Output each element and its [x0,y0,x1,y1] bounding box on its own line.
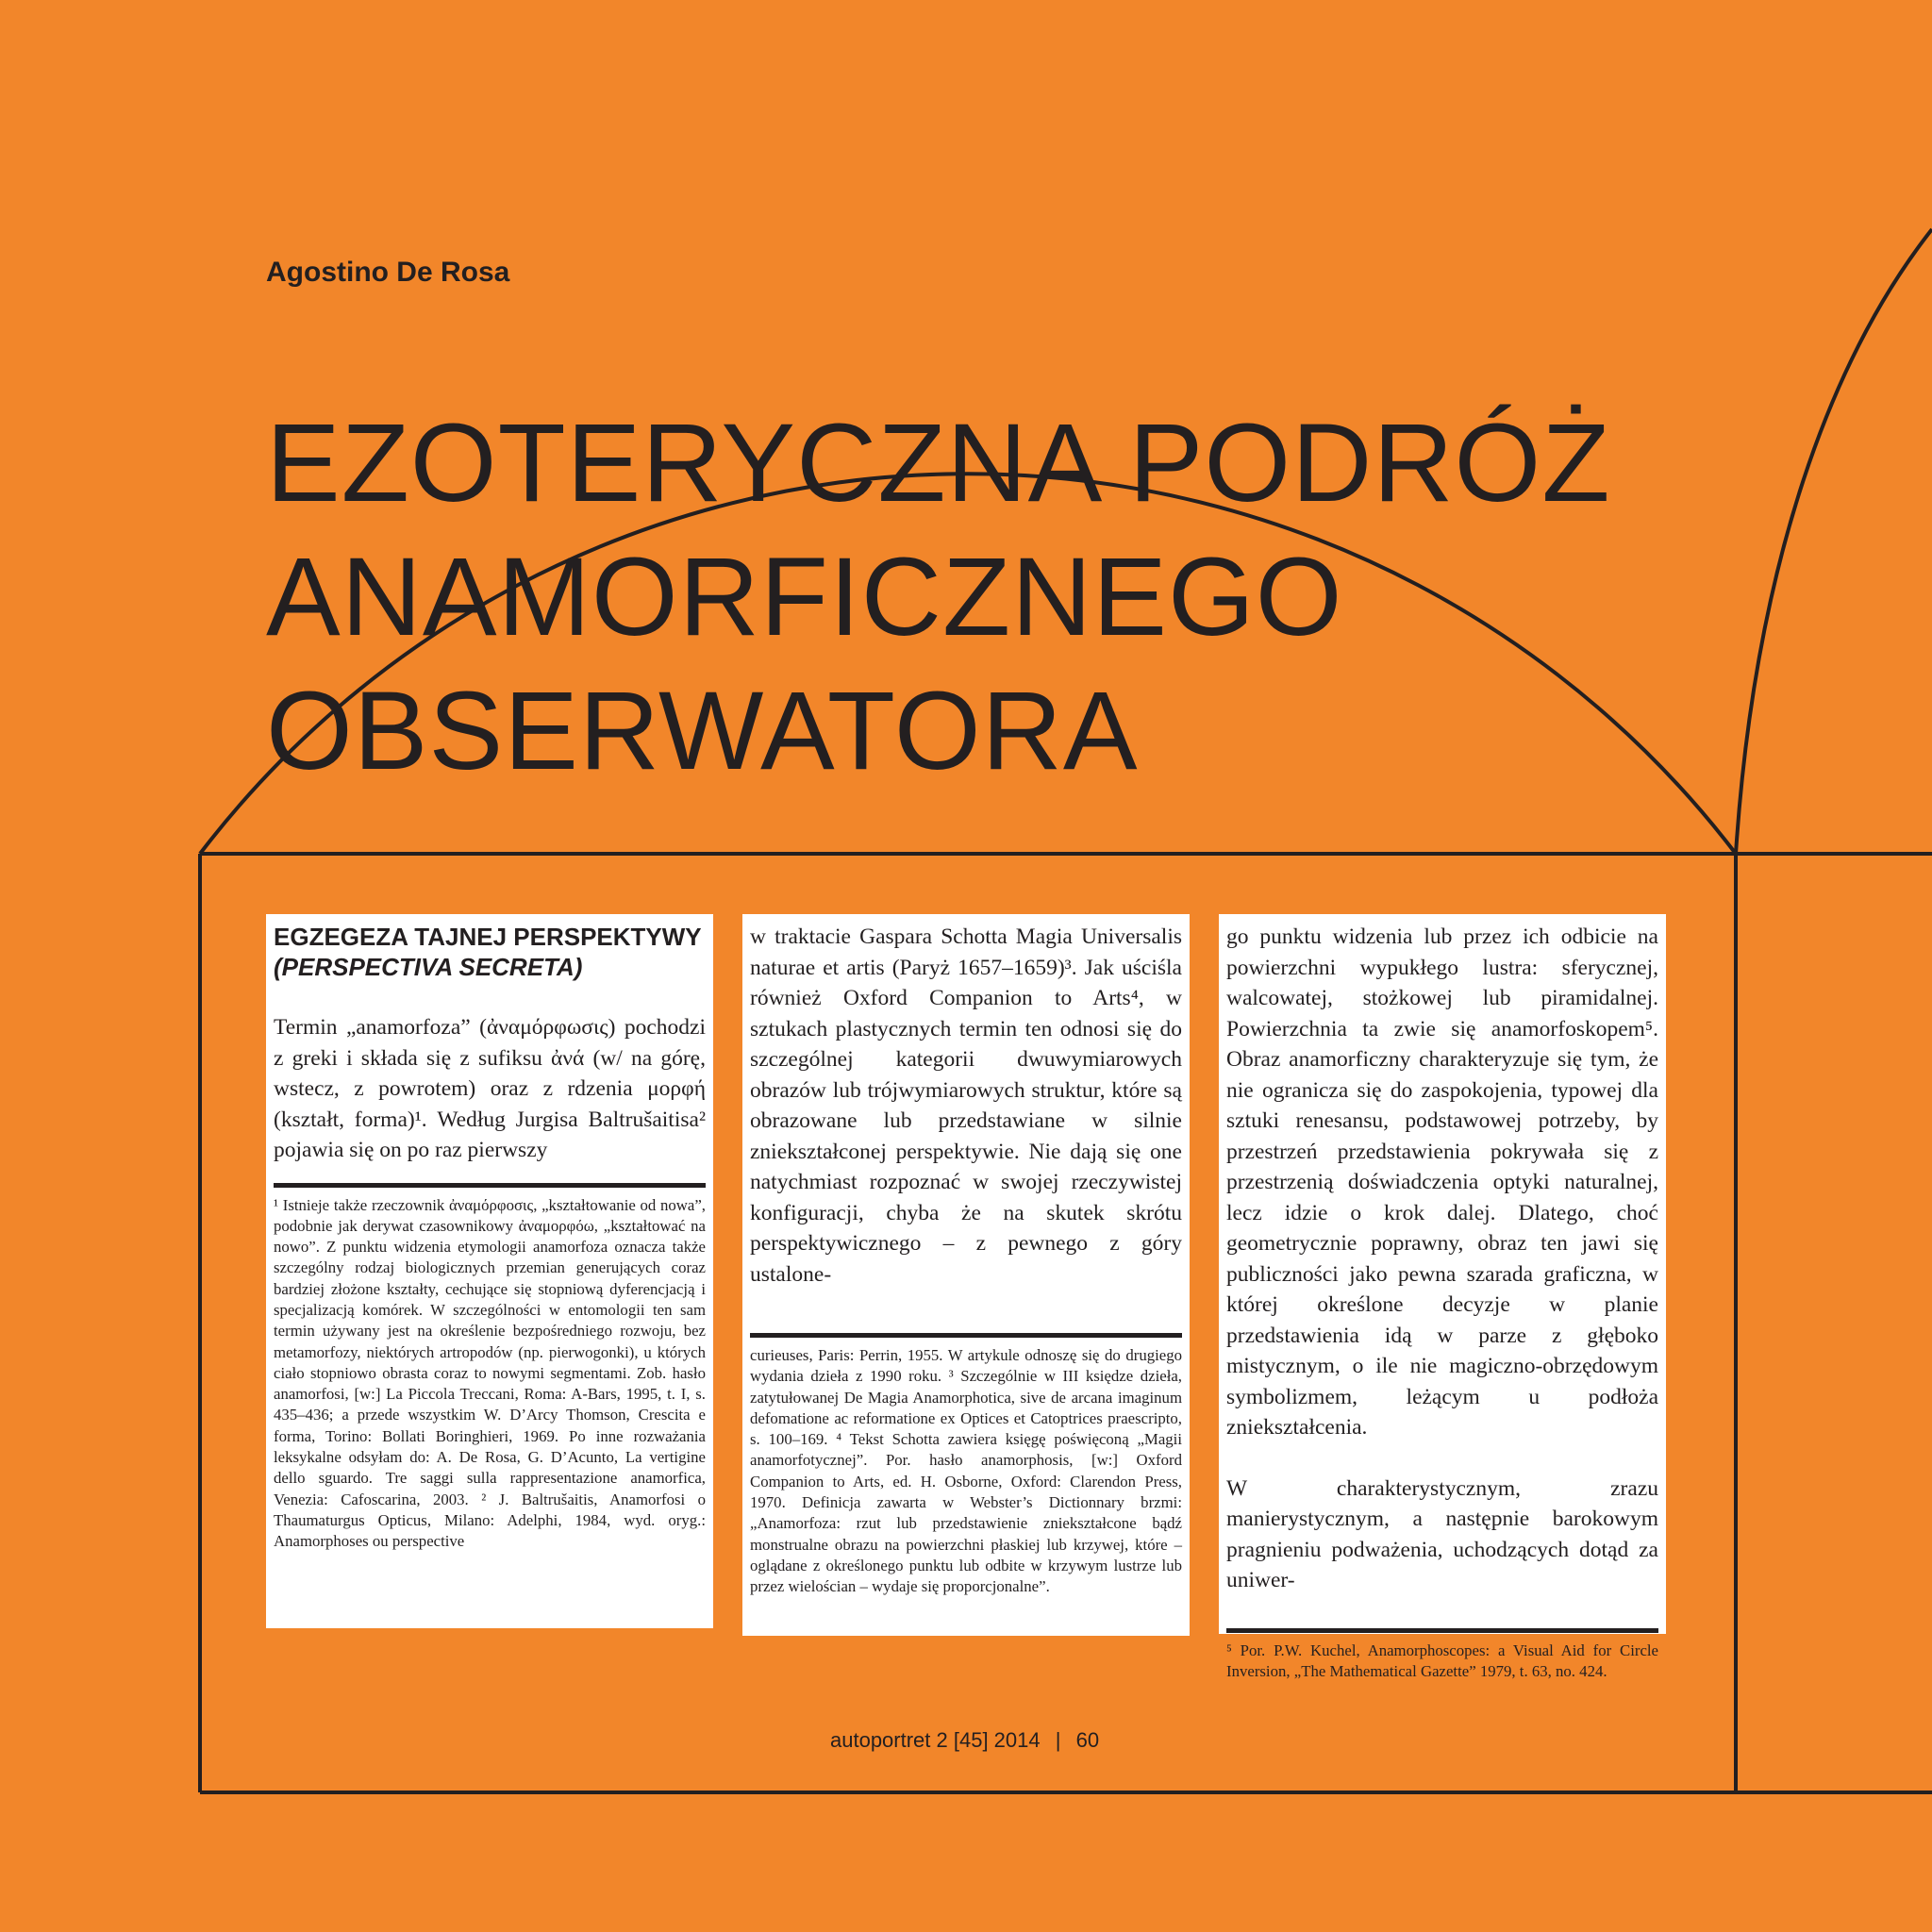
title-line-2: ANAMORFICZNEGO [266,535,1343,659]
column-1-body: Termin „anamorfoza” (ἀναμόρφωσις) pochodzi z greki i składa się z sufiksu ἀνά (w/ na górę, wstecz, z powrotem) oraz z rdzenia μορφή (kształt, forma)¹. Według Jurgisa Baltrušaitisa² pojawia się on po raz pierwszy [274,1015,706,1162]
footnote-rule [1226,1628,1658,1633]
page-folio [830,1728,1099,1753]
column-3-body-paragraph-2: W charakterystycznym, zrazu manierystycznym, a następnie barokowym pragnieniu podważenia, uchodzących dotąd za uniwer- [1226,1475,1658,1592]
author-name: Agostino De Rosa [266,257,510,288]
article-title [266,396,1610,798]
column-2-footnotes: curieuses, Paris: Perrin, 1955. W artykule odnoszę się do drugiego wydania dzieła z 1990 roku. ³ Szczególnie w III księdze dzieła, zatytułowanej De Magia Anamorphotica, sive de arcana imaginum defomatione ac reformatione ex Optices et Catoptrices praescripto, s. 100–169. ⁴ Tekst Schotta zawiera księgę poświęconą „Magii anamorfotycznej”. Por. hasło anamorphosis, [w:] Oxford Companion to Arts, ed. H. Osborne, Oxford: Clarendon Press, 1970. Definicja zawarta w Webster’s Dictionnary brzmi: „Anamorfoza: rzut lub przedstawienie zniekształcone bądź monstrualne obrazu na powierzchni płaskiej lub krzywej, które – oglądane z określonego punktu lub odbite w krzywym lustrze lub przez wielościan – wydaje się proporcjonalne”. [750,1346,1182,1596]
column-1-footnotes: ¹ Istnieje także rzeczownik ἀναμόρφοσις, „kształtowanie od nowa”, podobnie jak derywat czasownikowy ἀναμορφόω, „kształtować na nowo”. Z punktu widzenia etymologii anamorfoza oznacza także szczególny rodzaj biologicznych przemian generujących coraz bardziej złożone kształty, cechujące się stopniową dyferencjacją i specjalizacją komórek. W szczególności w entomologii ten sam termin używany jest na określenie bezpośredniego rozwoju, bez metamorfozy, niektórych artropodów (np. pierwogonki), u których ciało stopniowo obrasta coraz to nowymi segmentami. Zob. hasło anamorfosi, [w:] La Piccola Treccani, Roma: A-Bars, 1995, t. I, s. 435–436; a przede wszystkim W. D’Arcy Thomson, Crescita e forma, Torino: Bollati Boringhieri, 1969. Po inne rozważania leksykalne odsyłam do: A. De Rosa, G. D’Acunto, La vertigine dello sguardo. Tre saggi sulla rappresentazione anamorfica, Venezia: Cafoscarina, 2003. ² J. Baltrušaitis, Anamorfosi o Thaumaturgus Opticus, Milano: Adelphi, 1984, wyd. oryg.: Anamorphoses ou perspective [274,1195,706,1551]
journal-issue: autoportret 2 [45] 2014 [830,1728,1041,1752]
text-column-2 [742,914,1190,1636]
footnote-rule [274,1183,706,1188]
right-arch [1736,229,1932,854]
column-3-footnotes: ⁵ Por. P.W. Kuchel, Anamorphoscopes: a Visual Aid for Circle Inversion, „The Mathematical Gazette” 1979, t. 63, no. 424. [1226,1641,1658,1680]
footnote-rule [750,1333,1182,1338]
section-heading: EGZEGEZA TAJNEJ PERSPEKTYWY [274,923,702,951]
text-column-1 [266,914,713,1628]
column-3-body: go punktu widzenia lub przez ich odbicie na powierzchni wypukłego lustra: sferycznej, walcowatej, stożkowej lub piramidalnej. Powierzchnia ta zwie się anamorfoskopem⁵. Obraz anamorficzny charakteryzuje się tym, że nie ogranicza się do zaspokojenia, typowej dla sztuki renesansu, podstawowej potrzeby, by przestrzeń przedstawienia pokrywała się z przestrzenią doświadczenia optyki naturalnej, lecz idzie o krok dalej. Dlatego, choć geometrycznie poprawny, obraz ten jawi się publiczności jako pewna szarada graficzna, w której określone decyzje w planie przedstawienia idą w parze z głęboko mistycznym, o ile nie magiczno-obrzędowym symbolizmem, leżącym u podłoża zniekształcenia. [1226,924,1658,1440]
column-2-body: w traktacie Gaspara Schotta Magia Universalis naturae et artis (Paryż 1657–1659)³. Jak uściśla również Oxford Companion to Arts⁴, w sztukach plastycznych termin ten odnosi się do szczególnej kategorii dwuwymiarowych obrazów lub trójwymiarowych struktur, które są obrazowane lub przedstawiane w silnie zniekształconej perspektywie. Nie dają się one natychmiast rozpoznać w swojej rzeczywistej konfiguracji, chyba że na skutek skrótu perspektywicznego – z pewnego z góry ustalone- [750,924,1182,1287]
section-subheading: (PERSPECTIVA SECRETA) [274,953,583,981]
title-line-3: OBSERWATORA [266,669,1139,793]
title-line-1: EZOTERYCZNA PODRÓŻ [266,401,1611,525]
folio-separator: | [1055,1728,1061,1752]
page-number: 60 [1075,1728,1100,1752]
text-column-3 [1219,914,1666,1680]
